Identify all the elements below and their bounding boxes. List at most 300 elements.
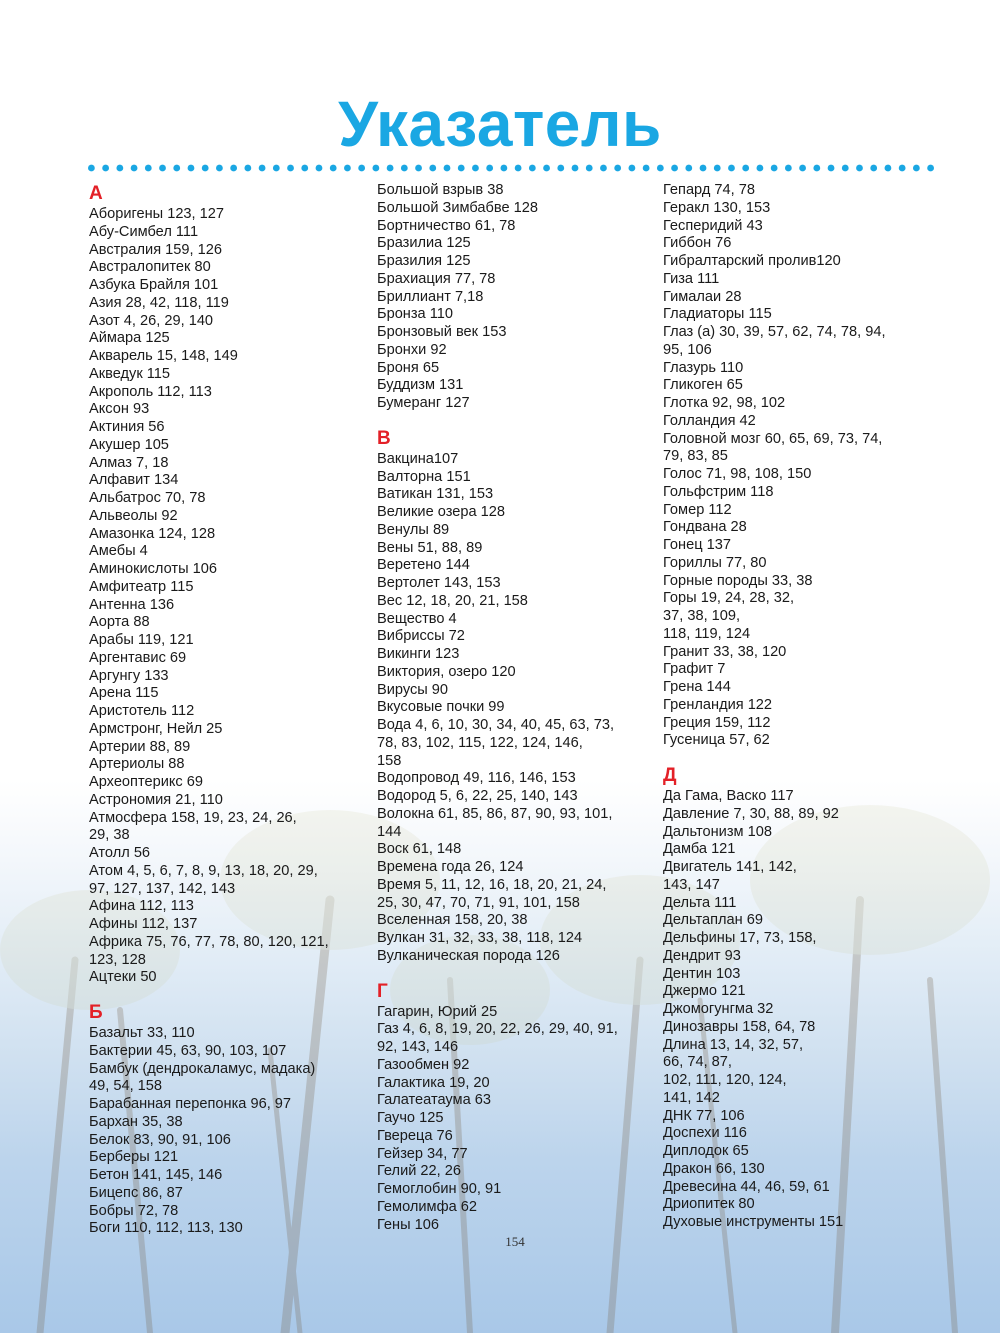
index-entry-line: Австралопитек 80 (89, 259, 211, 276)
index-entry (89, 774, 371, 792)
index-entry (89, 259, 371, 277)
index-entry (663, 930, 945, 948)
index-entry-line: Вещество 4 (377, 610, 457, 627)
index-entry (89, 313, 371, 331)
index-entry (89, 224, 371, 242)
index-entry (89, 810, 371, 846)
index-entry (663, 306, 945, 324)
index-entry (377, 788, 659, 806)
index-entry (89, 739, 371, 757)
index-entry-line: Геракл 130, 153 (663, 199, 771, 216)
index-entry-line: Антенна 136 (89, 596, 175, 613)
index-entry-line: 102, 111, 120, 124, (663, 1072, 787, 1088)
index-entry (377, 895, 659, 913)
index-entry-line: Афина 112, 113 (89, 898, 194, 915)
index-entry-line: Горные породы 33, 38 (663, 572, 813, 589)
index-entry-line: Арабы 119, 121 (89, 632, 194, 648)
index-entry (663, 788, 945, 806)
index-entry (663, 948, 945, 966)
index-entry-line: Ватикан 131, 153 (377, 486, 494, 503)
index-entry (89, 242, 371, 260)
index-entry (377, 200, 659, 218)
index-entry (663, 859, 945, 895)
index-entry-line: Гималаи 28 (663, 288, 742, 305)
index-entry (89, 1043, 371, 1061)
index-entry-line: Азот 4, 26, 29, 140 (89, 312, 214, 329)
section-letter: А (89, 183, 103, 204)
index-entry-line: Гесперидий 43 (663, 217, 763, 234)
index-entry-line: Великие озера 128 (377, 504, 505, 520)
index-entry-line: Ацтеки 50 (89, 969, 157, 986)
index-entry (89, 490, 371, 508)
index-entry-line: Гладиаторы 115 (663, 306, 772, 323)
index-entry-line: Дельтаплан 69 (663, 912, 764, 929)
index-entry (89, 437, 371, 455)
index-entry (663, 824, 945, 842)
index-entry-line: Гагарин, Юрий 25 (377, 1003, 498, 1020)
index-entry-line: Газ 4, 6, 8, 19, 20, 22, 26, 29, 40, 91, (377, 1021, 618, 1038)
index-entry (89, 1096, 371, 1114)
index-entry-line: Воск 61, 148 (377, 841, 462, 858)
index-entry (663, 1179, 945, 1197)
index-entry-line: Аборигены 123, 127 (89, 206, 225, 222)
index-entry (89, 455, 371, 473)
index-entry (377, 948, 659, 966)
index-entry (377, 289, 659, 307)
index-entry (89, 721, 371, 739)
index-entry (663, 661, 945, 679)
index-entry (663, 271, 945, 289)
index-entry-line: Бронзовый век 153 (377, 324, 507, 340)
index-entry-line: 79, 83, 85 (663, 448, 728, 465)
index-entry-line: Древесина 44, 46, 59, 61 (663, 1178, 830, 1195)
index-entry (663, 555, 945, 573)
index-entry-line: Гиза 111 (663, 270, 720, 287)
index-entry-line: Глотка 92, 98, 102 (663, 395, 786, 411)
index-entry-line: Времена года 26, 124 (377, 859, 524, 875)
index-entry (377, 395, 659, 413)
index-entry-line: Дентин 103 (663, 965, 741, 982)
index-entry (663, 1214, 945, 1232)
index-entry-line: Дельта 111 (663, 894, 737, 911)
index-entry-line: Гелий 22, 26 (377, 1163, 462, 1180)
index-entry (663, 502, 945, 520)
index-entry (89, 384, 371, 402)
index-entry (377, 912, 659, 930)
index-entry (663, 983, 945, 1001)
index-entry-line: Доспехи 116 (663, 1125, 747, 1142)
index-entry (377, 717, 659, 770)
index-entry-line: Аймара 125 (89, 330, 170, 347)
index-entry (377, 682, 659, 700)
index-entry-line: Австралия 159, 126 (89, 241, 222, 258)
index-entry-line: Бортничество 61, 78 (377, 217, 516, 234)
index-entry (89, 508, 371, 526)
index-entry (663, 841, 945, 859)
index-entry (663, 1019, 945, 1037)
index-entry-line: Аристотель 112 (89, 703, 195, 719)
index-entry-line: Белок 83, 90, 91, 106 (89, 1131, 231, 1148)
index-entry (89, 1167, 371, 1185)
index-entry-line: Гаучо 125 (377, 1110, 444, 1126)
index-entry (89, 348, 371, 366)
index-entry (377, 235, 659, 253)
index-entry (663, 431, 945, 467)
index-entry-line: Бетон 141, 145, 146 (89, 1167, 223, 1183)
index-entry-line: Альбатрос 70, 78 (89, 490, 206, 506)
index-entry-line: 92, 143, 146 (377, 1039, 459, 1055)
index-entry (89, 277, 371, 295)
index-entry-line: 97, 127, 137, 142, 143 (89, 880, 236, 897)
index-entry-line: 49, 54, 158 (89, 1078, 163, 1095)
index-entry (663, 1125, 945, 1143)
index-entry (89, 1114, 371, 1132)
index-entry (89, 401, 371, 419)
index-entry (663, 966, 945, 984)
index-entry (89, 561, 371, 579)
index-entry-line: Аргентавис 69 (89, 649, 187, 666)
index-entry-line: Боги 110, 112, 113, 130 (89, 1220, 243, 1237)
index-column-2 (377, 182, 659, 1234)
index-entry-line: Джермо 121 (663, 983, 746, 1000)
index-entry-line: Акушер 105 (89, 436, 169, 453)
index-entry (89, 206, 371, 224)
index-entry-line: 123, 128 (89, 951, 146, 968)
index-entry-line: Акведук 115 (89, 365, 171, 382)
index-entry-line: Греция 159, 112 (663, 714, 771, 731)
index-entry-line: Газообмен 92 (377, 1056, 470, 1073)
index-entry (89, 969, 371, 987)
index-entry-line: Бобры 72, 78 (89, 1202, 179, 1219)
index-entry-line: Гибралтарский пролив120 (663, 253, 841, 269)
index-entry (89, 756, 371, 774)
index-entry-line: Базальт 33, 110 (89, 1025, 195, 1041)
index-entry-line: 143, 147 (663, 876, 720, 893)
index-entry-line: Галатеатаума 63 (377, 1092, 491, 1109)
page-title: Указатель (338, 88, 662, 160)
index-entry-line: Аорта 88 (89, 614, 150, 631)
index-entry (89, 1132, 371, 1150)
index-entry (89, 330, 371, 348)
index-entry-line: Дендрит 93 (663, 947, 741, 964)
index-entry-line: Амфитеатр 115 (89, 578, 194, 595)
index-entry (377, 1075, 659, 1093)
index-entry-line: Вены 51, 88, 89 (377, 539, 483, 556)
index-entry-line: Гемолимфа 62 (377, 1198, 477, 1215)
index-entry (89, 1025, 371, 1043)
index-entry (89, 916, 371, 934)
index-entry (663, 253, 945, 271)
index-entry-line: Вулканическая порода 126 (377, 947, 560, 964)
index-entry (377, 1128, 659, 1146)
index-entry-line: Дракон 66, 130 (663, 1160, 765, 1177)
index-entry-line: Абу-Симбел 111 (89, 223, 199, 240)
index-entry-line: 78, 83, 102, 115, 122, 124, 146, (377, 734, 583, 751)
index-entry-line: Да Гама, Васко 117 (663, 788, 794, 804)
index-entry-line: Астрономия 21, 110 (89, 791, 223, 808)
index-entry-line: Гомер 112 (663, 501, 732, 518)
index-entry-line: 25, 30, 47, 70, 71, 91, 101, 158 (377, 894, 580, 911)
index-entry-line: Время 5, 11, 12, 16, 18, 20, 21, 24, (377, 876, 607, 893)
page-number: 154 (505, 1234, 525, 1249)
index-entry (663, 1001, 945, 1019)
index-entry-line: Гонец 137 (663, 537, 731, 553)
index-entry (377, 699, 659, 717)
index-entry (89, 472, 371, 490)
index-entry (89, 1203, 371, 1221)
index-entry-line: Волокна 61, 85, 86, 87, 90, 93, 101, (377, 805, 613, 822)
index-entry (377, 575, 659, 593)
index-entry-line: Вулкан 31, 32, 33, 38, 118, 124 (377, 930, 583, 946)
section-letter: Д (663, 765, 677, 786)
index-entry (377, 253, 659, 271)
index-entry (377, 1199, 659, 1217)
index-entry-line: Бумеранг 127 (377, 395, 470, 411)
index-entry (377, 1057, 659, 1075)
index-entry (377, 1217, 659, 1235)
index-entry (89, 295, 371, 313)
index-entry (377, 841, 659, 859)
index-entry (89, 632, 371, 650)
index-entry-line: Гольфстрим 118 (663, 483, 774, 500)
index-entry-line: Большой взрыв 38 (377, 182, 504, 198)
index-entry (377, 1092, 659, 1110)
index-entry (663, 235, 945, 253)
index-entry-line: Атом 4, 5, 6, 7, 8, 9, 13, 18, 20, 29, (89, 862, 318, 879)
index-entry-line: Гусеница 57, 62 (663, 732, 770, 749)
index-entry (377, 1146, 659, 1164)
index-entry-line: Викинги 123 (377, 646, 460, 662)
index-entry (377, 504, 659, 522)
index-entry (89, 650, 371, 668)
index-entry (663, 697, 945, 715)
index-entry (663, 1196, 945, 1214)
index-entry-line: Глаз (а) 30, 39, 57, 62, 74, 78, 94, (663, 324, 886, 340)
index-entry (663, 1037, 945, 1108)
index-entry-line: 37, 38, 109, (663, 608, 741, 624)
index-entry-line: Грена 144 (663, 679, 731, 695)
index-entry-line: Венулы 89 (377, 521, 450, 538)
index-entry (89, 1185, 371, 1203)
index-entry-line: Бамбук (дендрокаламус, мадака) (89, 1060, 316, 1077)
index-entry-line: Бронхи 92 (377, 341, 447, 358)
index-entry (663, 519, 945, 537)
index-entry (89, 419, 371, 437)
index-entry-line: ДНК 77, 106 (663, 1107, 745, 1124)
index-entry (89, 366, 371, 384)
index-entry (377, 611, 659, 629)
index-entry-line: Давление 7, 30, 88, 89, 92 (663, 805, 839, 822)
index-entry (377, 342, 659, 360)
index-entry-line: Бицепс 86, 87 (89, 1184, 183, 1201)
index-entry (377, 930, 659, 948)
index-entry (377, 806, 659, 842)
index-entry (377, 306, 659, 324)
index-entry-line: Джомогунгма 32 (663, 1001, 774, 1017)
index-entry-line: Водопровод 49, 116, 146, 153 (377, 770, 576, 787)
index-entry (663, 360, 945, 378)
index-entry-line: Валторна 151 (377, 468, 471, 485)
index-entry (89, 703, 371, 721)
index-entry (663, 324, 945, 360)
index-entry-line: Бархан 35, 38 (89, 1113, 183, 1130)
index-entry-line: Азбука Брайля 101 (89, 277, 219, 293)
index-entry-line: Вертолет 143, 153 (377, 575, 501, 591)
index-entry (663, 590, 945, 643)
index-entry (663, 484, 945, 502)
index-entry (663, 395, 945, 413)
index-entry (377, 770, 659, 788)
index-entry (663, 182, 945, 200)
index-entry-line: Амазонка 124, 128 (89, 525, 216, 542)
index-entry (377, 324, 659, 342)
section-letter: Б (89, 1002, 103, 1023)
index-entry-line: Головной мозг 60, 65, 69, 73, 74, (663, 430, 883, 447)
index-entry (89, 614, 371, 632)
index-entry (377, 451, 659, 469)
index-entry-line: Диплодок 65 (663, 1143, 749, 1159)
index-entry-line: Аргунгу 133 (89, 667, 169, 684)
index-entry-line: Дамба 121 (663, 841, 736, 858)
index-entry-line: Акварель 15, 148, 149 (89, 348, 238, 364)
index-entry-line: Берберы 121 (89, 1149, 179, 1166)
index-entry (377, 522, 659, 540)
index-entry-line: Большой Зимбабве 128 (377, 199, 538, 216)
index-entry-line: Длина 13, 14, 32, 57, (663, 1036, 804, 1053)
index-entry-line: Вакцина107 (377, 450, 459, 467)
index-entry (663, 200, 945, 218)
index-entry (377, 593, 659, 611)
index-entry (663, 679, 945, 697)
index-entry (89, 1061, 371, 1097)
section-letter: В (377, 427, 391, 449)
index-entry-line: Бразилия 125 (377, 253, 471, 269)
index-entry (377, 1021, 659, 1057)
index-entry-line: Барабанная перепонка 96, 97 (89, 1096, 292, 1112)
index-entry-line: Вес 12, 18, 20, 21, 158 (377, 592, 528, 609)
index-entry-line: Амебы 4 (89, 543, 148, 560)
index-entry-line: Гориллы 77, 80 (663, 554, 767, 571)
index-entry-line: Гранит 33, 38, 120 (663, 643, 787, 660)
index-entry (377, 486, 659, 504)
index-entry-line: Алфавит 134 (89, 472, 179, 489)
index-entry-line: 95, 106 (663, 341, 712, 358)
index-entry (663, 715, 945, 733)
index-entry (663, 1161, 945, 1179)
index-entry-line: Бронза 110 (377, 306, 453, 323)
index-entry (89, 792, 371, 810)
index-entry-line: Духовые инструменты 151 (663, 1214, 844, 1230)
index-entry (377, 646, 659, 664)
index-entry-line: Гондвана 28 (663, 519, 747, 536)
index-entry (663, 1143, 945, 1161)
index-entry-line: Атолл 56 (89, 845, 151, 861)
index-entry (377, 557, 659, 575)
index-entry-line: Двигатель 141, 142, (663, 859, 797, 875)
index-entry-line: Буддизм 131 (377, 377, 464, 394)
index-entry (663, 1108, 945, 1126)
index-entry (89, 1220, 371, 1238)
index-entry-line: Вода 4, 6, 10, 30, 34, 40, 45, 63, 73, (377, 717, 615, 733)
index-entry-line: Бактерии 45, 63, 90, 103, 107 (89, 1042, 287, 1059)
index-entry (377, 1163, 659, 1181)
index-entry (89, 845, 371, 863)
index-entry (89, 526, 371, 544)
index-entry (663, 413, 945, 431)
index-entry-line: 66, 74, 87, (663, 1054, 732, 1071)
index-entry-line: Горы 19, 24, 28, 32, (663, 590, 795, 607)
index-entry-line: Атмосфера 158, 19, 23, 24, 26, (89, 809, 297, 826)
index-entry (663, 466, 945, 484)
index-entry (377, 377, 659, 395)
index-entry-line: Альвеолы 92 (89, 507, 178, 524)
index-entry-line: Африка 75, 76, 77, 78, 80, 120, 121, (89, 933, 329, 950)
index-entry (663, 732, 945, 750)
index-entry (377, 469, 659, 487)
index-entry (89, 685, 371, 703)
index-entry (89, 863, 371, 899)
index-entry-line: Гиббон 76 (663, 235, 732, 252)
index-entry-line: Глазурь 110 (663, 359, 744, 376)
index-entry (663, 537, 945, 555)
index-entry (377, 628, 659, 646)
index-entry-line: Аминокислоты 106 (89, 561, 217, 577)
index-entry (377, 218, 659, 236)
index-entry (663, 895, 945, 913)
index-entry (89, 934, 371, 970)
index-entry (89, 597, 371, 615)
index-entry-line: Брахиация 77, 78 (377, 270, 496, 287)
index-entry (377, 859, 659, 877)
index-entry (663, 644, 945, 662)
index-entry-line: 158 (377, 752, 402, 769)
index-entry-line: Армстронг, Нейл 25 (89, 720, 223, 737)
index-entry (89, 579, 371, 597)
index-entry (377, 540, 659, 558)
index-entry-line: Гликоген 65 (663, 377, 743, 394)
index-entry-line: Виктория, озеро 120 (377, 663, 516, 680)
index-entry-line: Дриопитек 80 (663, 1196, 755, 1213)
index-entry-line: Гренландия 122 (663, 696, 773, 713)
index-entry-line: Дальтонизм 108 (663, 823, 772, 840)
index-column-1 (89, 182, 371, 1238)
index-entry-line: Алмаз 7, 18 (89, 454, 169, 471)
index-entry-line: 118, 119, 124 (663, 625, 751, 642)
index-entry-line: Артерии 88, 89 (89, 738, 191, 755)
index-entry-line: Вирусы 90 (377, 681, 449, 698)
index-entry-line: Галактика 19, 20 (377, 1074, 490, 1091)
index-entry (377, 1181, 659, 1199)
index-entry (663, 289, 945, 307)
index-entry (663, 573, 945, 591)
index-entry-line: Вкусовые почки 99 (377, 699, 505, 716)
index-entry (663, 218, 945, 236)
index-entry-line: Азия 28, 42, 118, 119 (89, 294, 229, 311)
index-entry (377, 182, 659, 200)
index-entry-line: Вселенная 158, 20, 38 (377, 912, 528, 929)
index-entry-line: Арена 115 (89, 685, 159, 702)
index-entry (377, 271, 659, 289)
index-entry-line: Броня 65 (377, 359, 440, 376)
index-entry-line: Археоптерикс 69 (89, 774, 203, 790)
index-entry-line: Бразилиа 125 (377, 235, 471, 252)
index-entry (663, 912, 945, 930)
index-entry (89, 898, 371, 916)
index-entry (377, 664, 659, 682)
index-entry (377, 1004, 659, 1022)
index-entry-line: 144 (377, 823, 402, 840)
index-entry (377, 360, 659, 378)
